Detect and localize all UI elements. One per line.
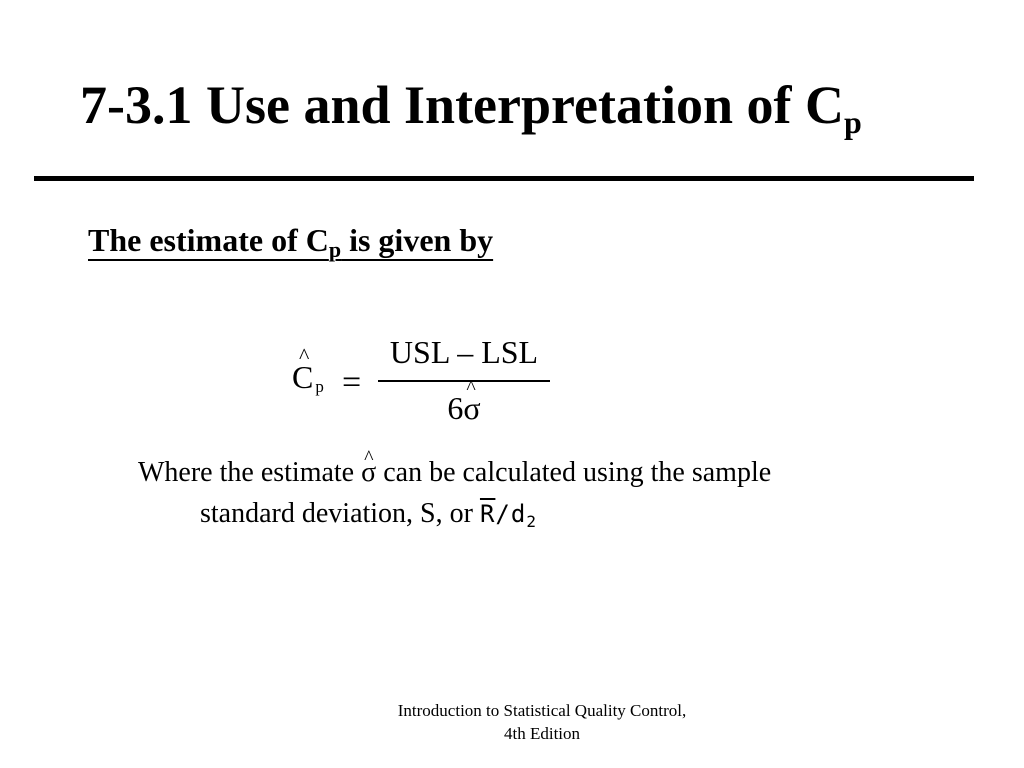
body-line-1 xyxy=(138,452,958,493)
formula-denominator xyxy=(378,392,550,424)
heading-tail: is given by xyxy=(341,222,494,258)
footer-line-1: Introduction to Statistical Quality Control, xyxy=(397,701,687,720)
formula-numerator: USL – LSL xyxy=(389,334,539,370)
equals-sign: = xyxy=(342,364,362,401)
d-symbol: d xyxy=(510,500,527,528)
body-text-before-sigma: Where the estimate xyxy=(138,457,362,488)
section-heading xyxy=(88,224,493,261)
cp-hat-letter: ^ C xyxy=(292,361,313,393)
heading-subscript: p xyxy=(328,237,342,262)
fraction-bar xyxy=(378,380,550,382)
rbar-symbol: $\overline{R}$ xyxy=(479,500,496,528)
title-subscript: p xyxy=(843,104,862,140)
footer-line-2: 4th Edition xyxy=(503,724,581,743)
slide-title xyxy=(80,75,862,140)
denominator-coefficient: 6 xyxy=(447,390,464,426)
body-text-line-2: standard deviation, S, or xyxy=(200,498,480,529)
cp-hat-subscript: p xyxy=(315,377,324,396)
title-divider xyxy=(34,176,974,181)
rbar-slash: / xyxy=(495,500,511,528)
title-text: 7-3.1 Use and Interpretation of C xyxy=(80,75,844,135)
heading-text: The estimate of C xyxy=(88,222,329,258)
d-subscript: 2 xyxy=(526,512,537,531)
sigma-hat-symbol: ^ σ xyxy=(463,392,480,424)
slide-footer xyxy=(342,699,742,745)
rbar-over-d2-expression xyxy=(479,500,537,531)
body-text-after-sigma: can be calculated using the sample xyxy=(376,457,772,488)
body-paragraph xyxy=(138,452,958,542)
body-line-2 xyxy=(138,493,958,542)
cp-hat-symbol xyxy=(292,361,324,395)
inline-sigma-hat: ^ σ xyxy=(361,452,376,493)
cp-estimate-formula xyxy=(292,336,572,436)
